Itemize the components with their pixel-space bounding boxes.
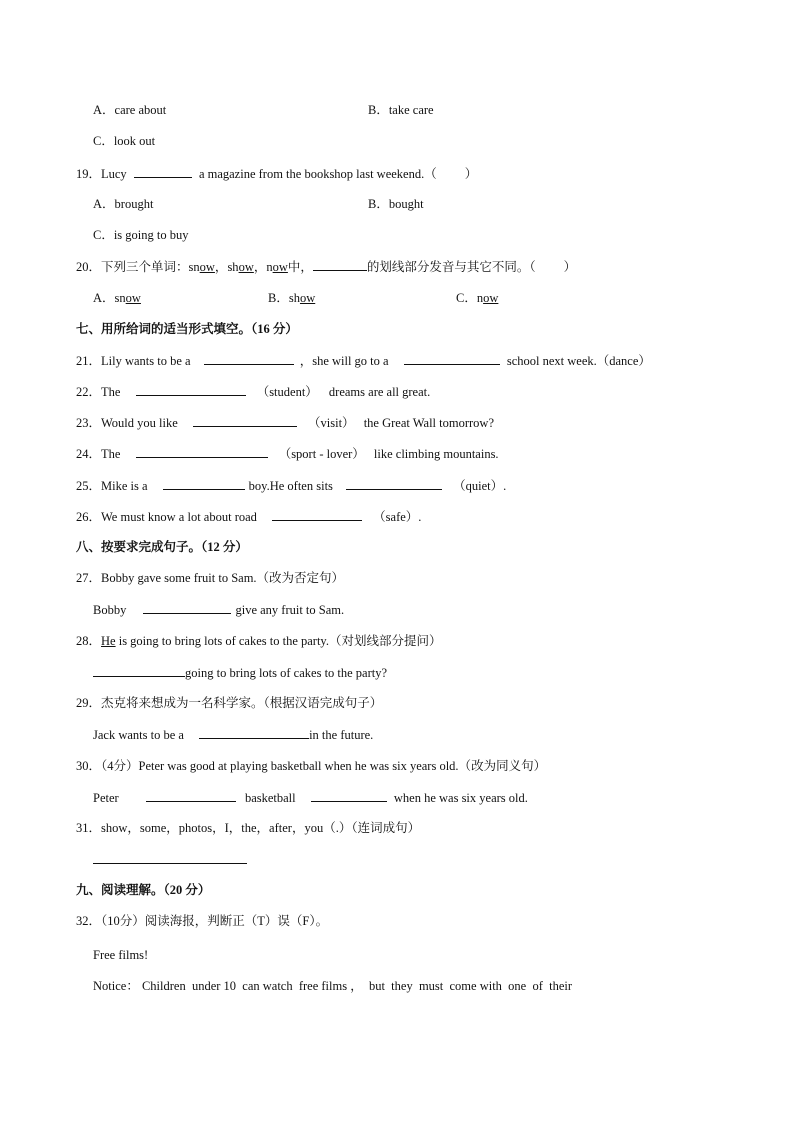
q20-word2-start: sh <box>227 260 239 274</box>
q25-blank1[interactable] <box>163 477 245 490</box>
q24-blank[interactable] <box>136 445 268 458</box>
q20-tail: 的划线部分发音与其它不同。（ <box>366 260 536 274</box>
section-9-heading: 九、阅读理解。（20 分） <box>76 883 211 897</box>
q26: 26．We must know a lot about road （safe）. <box>76 510 422 524</box>
q19-text: a magazine from the bookshop last weekend.（ <box>198 167 437 181</box>
q23-blank[interactable] <box>193 414 297 427</box>
q22: 22．The （student） dreams are all great. <box>76 385 431 399</box>
q20-mid: 中， <box>287 260 313 274</box>
q19-stem <box>76 165 477 182</box>
q30-stem: 30．（4分）Peter was good at playing basketball when he was six years old.（改为同义句） <box>76 759 547 773</box>
q19-number: 19．Lucy <box>76 167 127 181</box>
q28-blank[interactable] <box>93 664 185 677</box>
q20-word2-underlined: ow <box>238 260 254 274</box>
q27-answer: Bobby give any fruit to Sam. <box>93 603 345 617</box>
q20-option-a: A．snow <box>93 291 141 305</box>
q23: 23．Would you like （visit） the Great Wall tomorrow? <box>76 416 495 430</box>
q30-answer: Peter basketball when he was six years old. <box>93 791 528 805</box>
q20-close-paren: ） <box>563 260 577 274</box>
q20-sep2: ， <box>253 260 267 274</box>
q20-word3-start: n <box>266 260 273 274</box>
q29-answer: Jack wants to be a in the future. <box>93 728 374 742</box>
q19-option-c: C．is going to buy <box>93 228 189 242</box>
q20-word1-underlined: ow <box>199 260 215 274</box>
section-8-heading: 八、按要求完成句子。（12 分） <box>76 540 248 554</box>
q19-blank[interactable] <box>134 165 192 178</box>
q24: 24．The （sport - lover） like climbing mountains. <box>76 447 499 461</box>
q21: 21．Lily wants to be a ，she will go to a school next week.（dance） <box>76 354 651 368</box>
q20-option-b: B．show <box>268 291 316 305</box>
q29-stem: 29．杰克将来想成为一名科学家。（根据汉语完成句子） <box>76 696 383 710</box>
q25-blank2[interactable] <box>346 477 442 490</box>
q20-word1-start: sn <box>188 260 200 274</box>
q22-blank[interactable] <box>136 383 246 396</box>
q27-blank[interactable] <box>143 601 231 614</box>
q20-option-c: C．now <box>456 291 499 305</box>
q31-blank[interactable] <box>93 851 247 864</box>
q21-blank2[interactable] <box>404 352 500 365</box>
q26-blank[interactable] <box>272 508 362 521</box>
q19-option-a: A．brought <box>93 197 154 211</box>
q18-option-b: B．take care <box>368 103 434 117</box>
q31-stem: 31．show，some，photos，I，the，after，you（.）（连词成句） <box>76 821 421 835</box>
q18-option-a: A．care about <box>93 103 167 117</box>
q21-blank1[interactable] <box>204 352 294 365</box>
q30-blank2[interactable] <box>311 789 387 802</box>
poster-title: Free films! <box>93 948 149 962</box>
q31-answer <box>93 851 247 868</box>
section-7-heading: 七、用所给词的适当形式填空。（16 分） <box>76 322 298 336</box>
q27-stem: 27．Bobby gave some fruit to Sam.（改为否定句） <box>76 571 345 585</box>
q20-lead: 20．下列三个单词： <box>76 260 189 274</box>
q18-option-c: C．look out <box>93 134 156 148</box>
q20-word3-underlined: ow <box>272 260 288 274</box>
q25: 25．Mike is a boy.He often sits （quiet）. <box>76 479 507 493</box>
q20-stem <box>76 258 576 275</box>
q20-sep1: ， <box>214 260 228 274</box>
q32-stem: 32．（10分）阅读海报，判断正（T）误（F）。 <box>76 914 329 928</box>
poster-notice: Notice： Children under 10 can watch free films ， but they must come with one of their <box>93 979 573 993</box>
q28-stem: 28．He is going to bring lots of cakes to the party.（对划线部分提问） <box>76 634 442 648</box>
q19-option-b: B．bought <box>368 197 424 211</box>
q28-underlined-word: He <box>101 634 116 648</box>
q20-blank[interactable] <box>313 258 367 271</box>
q30-blank1[interactable] <box>146 789 236 802</box>
q19-close-paren: ） <box>464 167 478 181</box>
q29-blank[interactable] <box>199 726 309 739</box>
q28-answer: going to bring lots of cakes to the party? <box>93 664 387 681</box>
